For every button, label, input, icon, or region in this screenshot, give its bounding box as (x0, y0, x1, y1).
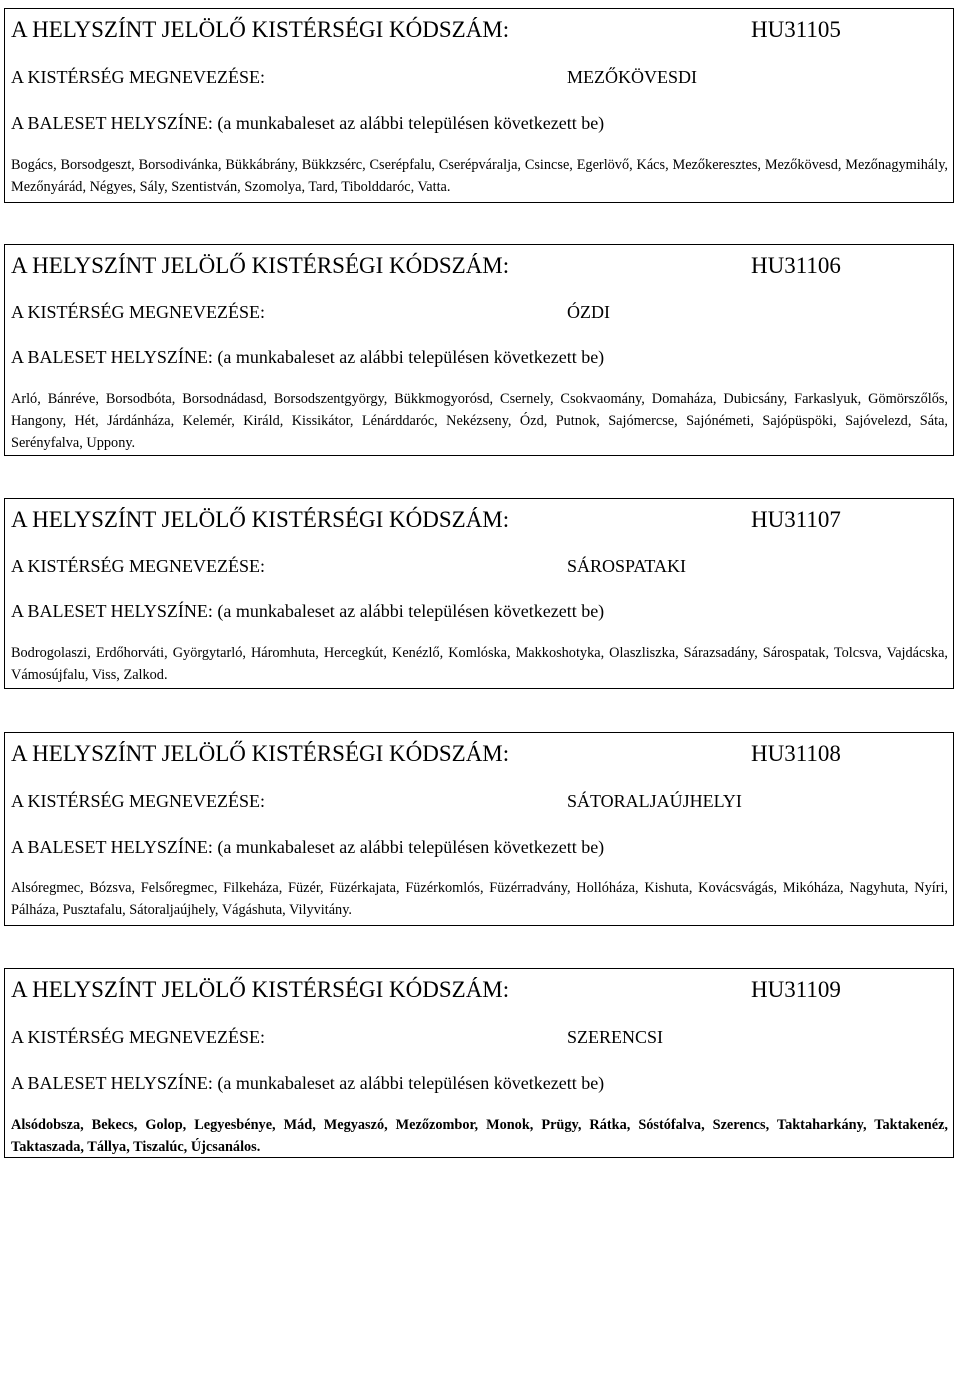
code-label: A HELYSZÍNT JELÖLŐ KISTÉRSÉGI KÓDSZÁM: (11, 977, 510, 1002)
location-label: A BALESET HELYSZÍNE: (a munkabaleset az alábbi településen következett be) (11, 113, 605, 133)
settlement-list: Alsóregmec, Bózsva, Felsőregmec, Filkeháza, Füzér, Füzérkajata, Füzérkomlós, Füzérradvány, Hollóháza, Kishuta, Kovácsvágás, Mikóháza, Nagyhuta, Nyíri, Pálháza, Pusztafalu, Sátoraljaújhely, Vágáshuta, Vilyvitány. (11, 880, 948, 918)
location-label: A BALESET HELYSZÍNE: (a munkabaleset az alábbi településen következett be) (11, 837, 605, 857)
region-name-label: A KISTÉRSÉG MEGNEVEZÉSE: (11, 791, 265, 811)
region-code: HU31106 (751, 253, 841, 278)
region-name: SÁROSPATAKI (567, 556, 686, 576)
region-name-label: A KISTÉRSÉG MEGNEVEZÉSE: (11, 302, 265, 322)
location-label: A BALESET HELYSZÍNE: (a munkabaleset az alábbi településen következett be) (11, 1073, 605, 1093)
settlement-list: Alsódobsza, Bekecs, Golop, Legyesbénye, Mád, Megyaszó, Mezőzombor, Monok, Prügy, Rátka, Sóstófalva, Szerencs, Taktaharkány, Taktakenéz, Taktaszada, Tállya, Tiszalúc, Újcsanálos. (11, 1117, 948, 1155)
region-name: ÓZDI (567, 302, 610, 322)
code-label: A HELYSZÍNT JELÖLŐ KISTÉRSÉGI KÓDSZÁM: (11, 17, 510, 42)
code-label: A HELYSZÍNT JELÖLŐ KISTÉRSÉGI KÓDSZÁM: (11, 507, 510, 532)
region-block-hu31109 (4, 968, 954, 1158)
region-code: HU31107 (751, 507, 841, 532)
region-block-hu31107 (4, 498, 954, 689)
region-block-hu31108 (4, 732, 954, 926)
region-name-label: A KISTÉRSÉG MEGNEVEZÉSE: (11, 67, 265, 87)
region-code: HU31108 (751, 741, 841, 766)
region-name-label: A KISTÉRSÉG MEGNEVEZÉSE: (11, 1027, 265, 1047)
region-name: SZERENCSI (567, 1027, 664, 1047)
settlement-list: Bodrogolaszi, Erdőhorváti, Györgytarló, Háromhuta, Hercegkút, Kenézlő, Komlóska, Makkoshotyka, Olaszliszka, Sárazsadány, Sárospatak, Tolcsva, Vajdácska, Vámosújfalu, Viss, Zalkod. (11, 645, 948, 683)
region-code: HU31109 (751, 977, 841, 1002)
region-code: HU31105 (751, 17, 841, 42)
code-label: A HELYSZÍNT JELÖLŐ KISTÉRSÉGI KÓDSZÁM: (11, 741, 510, 766)
code-label: A HELYSZÍNT JELÖLŐ KISTÉRSÉGI KÓDSZÁM: (11, 253, 510, 278)
region-block-hu31105 (4, 8, 954, 203)
region-name: MEZŐKÖVESDI (567, 67, 697, 87)
settlement-list: Bogács, Borsodgeszt, Borsodivánka, Bükkábrány, Bükkzsérc, Cserépfalu, Cserépváralja, Csincse, Egerlövő, Kács, Mezőkeresztes, Mezőkövesd, Mezőnagymihály, Mezőnyárád, Négyes, Sály, Szentistván, Szomolya, Tard, Tibolddaróc, Vatta. (11, 157, 948, 195)
location-label: A BALESET HELYSZÍNE: (a munkabaleset az alábbi településen következett be) (11, 347, 605, 367)
region-name-label: A KISTÉRSÉG MEGNEVEZÉSE: (11, 556, 265, 576)
region-name: SÁTORALJAÚJHELYI (567, 791, 742, 811)
region-block-hu31106 (4, 244, 954, 456)
settlement-list: Arló, Bánréve, Borsodbóta, Borsodnádasd, Borsodszentgyörgy, Bükkmogyorósd, Csernely, Csokvaomány, Domaháza, Dubicsány, Farkaslyuk, Gömörszőlős, Hangony, Hét, Járdánháza, Kelemér, Királd, Kissikátor, Lénárddaróc, Nekézseny, Ózd, Putnok, Sajómercse, Sajónémeti, Sajópüspöki, Sajóvelezd, Sáta, Serényfalva, Uppony. (11, 391, 948, 451)
location-label: A BALESET HELYSZÍNE: (a munkabaleset az alábbi településen következett be) (11, 601, 605, 621)
